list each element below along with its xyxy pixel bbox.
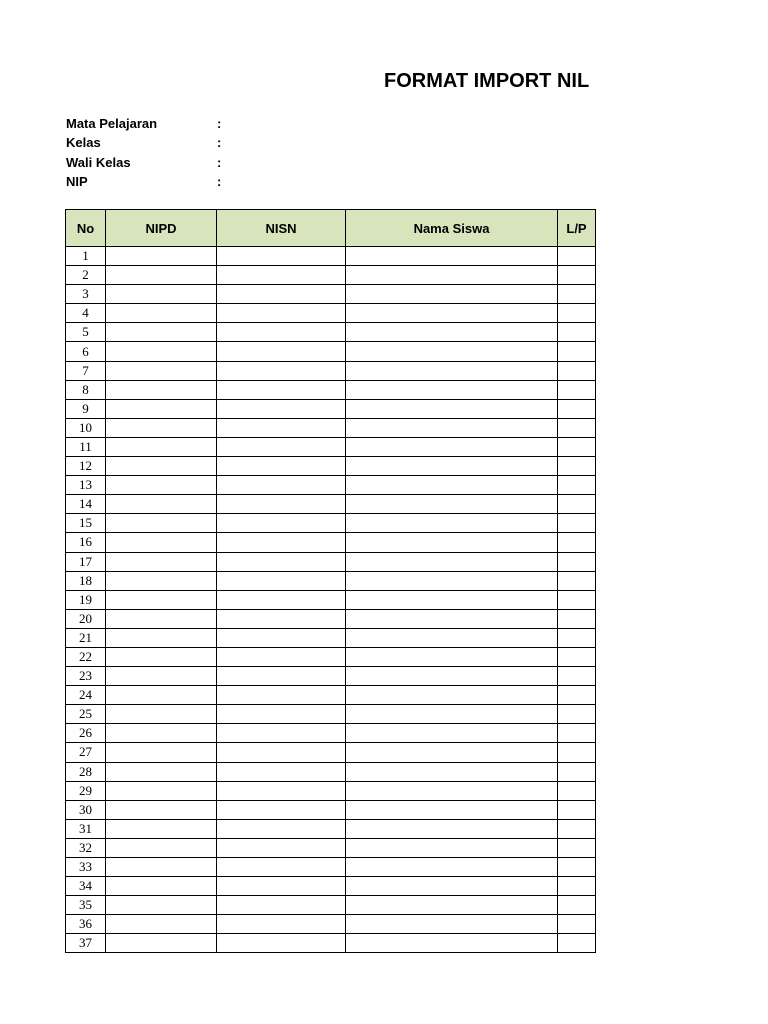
cell-lp [558,838,596,857]
table-row [66,571,596,590]
table-row [66,934,596,953]
cell-nipd [106,323,217,342]
cell-lp [558,380,596,399]
cell-nipd [106,361,217,380]
cell-nama-siswa [346,571,558,590]
cell-no: 22 [66,647,106,666]
table-row [66,667,596,686]
table-row [66,781,596,800]
cell-nama-siswa [346,266,558,285]
cell-no: 4 [66,304,106,323]
table-row [66,858,596,877]
cell-nipd [106,896,217,915]
cell-nisn [217,896,346,915]
info-field-row [66,153,222,172]
cell-nama-siswa [346,323,558,342]
cell-lp [558,361,596,380]
cell-nisn [217,571,346,590]
info-field-row [66,172,222,191]
cell-no: 16 [66,533,106,552]
table-row [66,762,596,781]
cell-nipd [106,514,217,533]
cell-nama-siswa [346,743,558,762]
cell-nipd [106,628,217,647]
cell-nama-siswa [346,380,558,399]
cell-nisn [217,361,346,380]
table-row [66,896,596,915]
cell-nisn [217,934,346,953]
cell-no: 5 [66,323,106,342]
cell-no: 37 [66,934,106,953]
table-row [66,437,596,456]
table-row [66,533,596,552]
cell-nisn [217,647,346,666]
cell-lp [558,609,596,628]
table-row [66,399,596,418]
cell-nisn [217,418,346,437]
cell-lp [558,647,596,666]
cell-nisn [217,552,346,571]
cell-nisn [217,457,346,476]
cell-no: 15 [66,514,106,533]
cell-lp [558,437,596,456]
cell-nisn [217,476,346,495]
table-row [66,647,596,666]
cell-nipd [106,724,217,743]
table-row [66,247,596,266]
table-row [66,915,596,934]
cell-nipd [106,552,217,571]
cell-nisn [217,247,346,266]
cell-nisn [217,781,346,800]
cell-nisn [217,877,346,896]
cell-lp [558,800,596,819]
cell-nisn [217,590,346,609]
table-row [66,457,596,476]
cell-lp [558,705,596,724]
cell-nama-siswa [346,762,558,781]
cell-nipd [106,934,217,953]
cell-nama-siswa [346,304,558,323]
table-row [66,514,596,533]
table-row [66,724,596,743]
cell-lp [558,781,596,800]
cell-no: 34 [66,877,106,896]
cell-no: 32 [66,838,106,857]
cell-nama-siswa [346,342,558,361]
cell-nisn [217,304,346,323]
cell-lp [558,533,596,552]
table-row [66,705,596,724]
cell-no: 29 [66,781,106,800]
cell-lp [558,858,596,877]
cell-nama-siswa [346,399,558,418]
cell-lp [558,915,596,934]
cell-lp [558,877,596,896]
table-row [66,877,596,896]
cell-nipd [106,457,217,476]
table-row [66,495,596,514]
table-row [66,323,596,342]
cell-lp [558,342,596,361]
cell-no: 6 [66,342,106,361]
table-row [66,590,596,609]
cell-nama-siswa [346,686,558,705]
cell-no: 21 [66,628,106,647]
table-row [66,800,596,819]
cell-no: 28 [66,762,106,781]
header-nama-siswa: Nama Siswa [346,210,558,247]
cell-nipd [106,304,217,323]
cell-nipd [106,495,217,514]
cell-lp [558,514,596,533]
header-no: No [66,210,106,247]
cell-lp [558,590,596,609]
info-field-separator: : [217,116,222,131]
cell-no: 9 [66,399,106,418]
cell-no: 36 [66,915,106,934]
cell-nama-siswa [346,724,558,743]
cell-nama-siswa [346,628,558,647]
cell-nama-siswa [346,781,558,800]
document-title: FORMAT IMPORT NIL [384,70,590,92]
cell-lp [558,304,596,323]
cell-nipd [106,647,217,666]
student-table [65,209,596,953]
cell-lp [558,724,596,743]
cell-no: 19 [66,590,106,609]
info-field-separator: : [217,135,222,151]
cell-lp [558,476,596,495]
table-row [66,743,596,762]
table-row [66,838,596,857]
cell-nipd [106,800,217,819]
cell-no: 24 [66,686,106,705]
cell-nisn [217,437,346,456]
cell-nisn [217,800,346,819]
info-field-separator: : [217,173,222,189]
cell-nisn [217,609,346,628]
table-header-row [66,210,596,247]
cell-nama-siswa [346,476,558,495]
table-row [66,686,596,705]
cell-lp [558,934,596,953]
cell-no: 7 [66,361,106,380]
cell-nisn [217,380,346,399]
cell-nama-siswa [346,838,558,857]
cell-nipd [106,877,217,896]
table-row [66,304,596,323]
header-nisn: NISN [217,210,346,247]
cell-lp [558,457,596,476]
info-field-label: Mata Pelajaran [66,116,158,131]
cell-nama-siswa [346,247,558,266]
cell-lp [558,762,596,781]
cell-lp [558,552,596,571]
cell-nipd [106,418,217,437]
cell-lp [558,323,596,342]
info-field-separator: : [217,154,222,170]
cell-no: 23 [66,667,106,686]
cell-lp [558,571,596,590]
cell-nama-siswa [346,361,558,380]
cell-nipd [106,781,217,800]
cell-lp [558,266,596,285]
cell-no: 20 [66,609,106,628]
cell-nama-siswa [346,800,558,819]
cell-nisn [217,285,346,304]
cell-nisn [217,323,346,342]
cell-no: 27 [66,743,106,762]
cell-nama-siswa [346,285,558,304]
cell-nipd [106,609,217,628]
cell-nipd [106,266,217,285]
cell-no: 3 [66,285,106,304]
cell-no: 12 [66,457,106,476]
cell-nama-siswa [346,590,558,609]
cell-nisn [217,533,346,552]
cell-nama-siswa [346,552,558,571]
cell-nama-siswa [346,647,558,666]
cell-nisn [217,762,346,781]
cell-nama-siswa [346,858,558,877]
table-row [66,552,596,571]
cell-nipd [106,743,217,762]
cell-nisn [217,399,346,418]
cell-nama-siswa [346,609,558,628]
cell-nisn [217,838,346,857]
cell-lp [558,285,596,304]
cell-nisn [217,266,346,285]
table-row [66,342,596,361]
cell-lp [558,628,596,647]
info-field-label: NIP [66,173,88,189]
table-row [66,380,596,399]
cell-nipd [106,380,217,399]
cell-nipd [106,838,217,857]
table-row [66,266,596,285]
cell-no: 35 [66,896,106,915]
cell-lp [558,667,596,686]
cell-nisn [217,724,346,743]
cell-nipd [106,437,217,456]
cell-nipd [106,915,217,934]
cell-nisn [217,686,346,705]
cell-nipd [106,686,217,705]
cell-nama-siswa [346,915,558,934]
table-row [66,361,596,380]
cell-nama-siswa [346,819,558,838]
cell-no: 10 [66,418,106,437]
cell-lp [558,819,596,838]
info-field-label: Kelas [66,135,101,151]
cell-no: 8 [66,380,106,399]
cell-nisn [217,743,346,762]
cell-no: 11 [66,437,106,456]
cell-lp [558,418,596,437]
cell-nisn [217,342,346,361]
cell-nisn [217,495,346,514]
cell-nisn [217,667,346,686]
header-nipd: NIPD [106,210,217,247]
cell-nipd [106,399,217,418]
cell-nisn [217,628,346,647]
cell-nipd [106,819,217,838]
cell-no: 25 [66,705,106,724]
cell-no: 30 [66,800,106,819]
cell-lp [558,247,596,266]
cell-nipd [106,762,217,781]
cell-no: 1 [66,247,106,266]
header-lp: L/P [558,210,596,247]
cell-nama-siswa [346,514,558,533]
cell-lp [558,686,596,705]
cell-nipd [106,858,217,877]
cell-lp [558,896,596,915]
table-row [66,285,596,304]
cell-no: 31 [66,819,106,838]
cell-no: 17 [66,552,106,571]
cell-nama-siswa [346,418,558,437]
cell-nama-siswa [346,934,558,953]
cell-no: 14 [66,495,106,514]
cell-nisn [217,705,346,724]
cell-nipd [106,533,217,552]
table-row [66,609,596,628]
info-fields [66,114,222,191]
cell-nipd [106,285,217,304]
cell-nipd [106,705,217,724]
info-field-label: Wali Kelas [66,154,131,170]
cell-nipd [106,590,217,609]
table-row [66,628,596,647]
info-field-row [66,114,222,133]
cell-lp [558,743,596,762]
table-row [66,418,596,437]
cell-lp [558,399,596,418]
cell-no: 18 [66,571,106,590]
cell-nipd [106,571,217,590]
cell-nama-siswa [346,495,558,514]
cell-nisn [217,514,346,533]
cell-no: 26 [66,724,106,743]
table-row [66,476,596,495]
table-row [66,819,596,838]
cell-nipd [106,247,217,266]
cell-nama-siswa [346,877,558,896]
cell-nisn [217,819,346,838]
cell-lp [558,495,596,514]
cell-nama-siswa [346,457,558,476]
cell-nipd [106,476,217,495]
cell-nama-siswa [346,667,558,686]
cell-no: 2 [66,266,106,285]
cell-no: 13 [66,476,106,495]
cell-nisn [217,858,346,877]
cell-nisn [217,915,346,934]
cell-nama-siswa [346,896,558,915]
cell-nama-siswa [346,705,558,724]
cell-nipd [106,342,217,361]
cell-nama-siswa [346,533,558,552]
cell-nama-siswa [346,437,558,456]
info-field-row [66,133,222,152]
cell-nipd [106,667,217,686]
cell-no: 33 [66,858,106,877]
